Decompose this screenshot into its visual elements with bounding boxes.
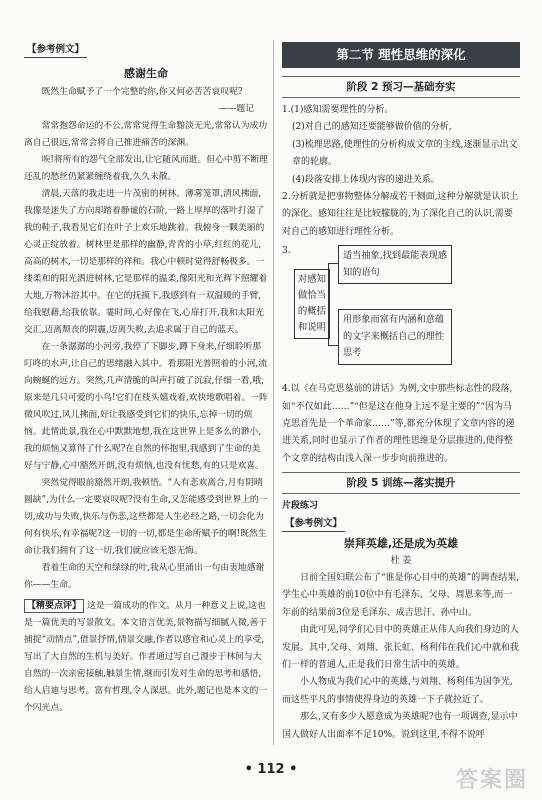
essay-paragraph: 在一条潺潺的小河旁,我停了下脚步,蹲下身来,仔细聆听那叮咚的水声,让自己的思绪融入其中。看那阳光普照着的小河,流向蜿蜒的远方。突然,几声清脆的叫声打破了沉寂,仔细一看,哦,原来是几只可爱的小鸟!它们在枝头嬉戏着,欢快地歌唱着。一阵微风吹过,风儿拂面,好让我感受到它们的快乐,忘掉一切的烦恼。此情此景,我在心中默默地想,我在这世界上是多么的渺小,我的烦恼又算得了什么呢?在自然的怀抱里,我感到了生命的美好与宁静,心中豁然开朗,没有烦恼,也没有忧愁,有的只是欢喜。 bbox=[24, 342, 268, 471]
page-number: • 112 • bbox=[244, 762, 298, 777]
essay-paragraph: 小人物成为我们心中的英雄,与刘翔、杨利伟为国争光,而这些平凡的事情使得身边的英雄一下子就拉近了。 bbox=[282, 677, 513, 705]
diagram-branch-box: 适当抽象,找到最能表现感知的语句 bbox=[338, 245, 452, 284]
essay-paragraph: 唉!将所有的怨气全部发出,让它随风而逝。但心中剪不断理还乱的愁丝仍紧紧缠绕着我,久久未散。 bbox=[24, 155, 268, 182]
reference-essay-tag: 【参考例文】 bbox=[282, 517, 345, 532]
answer-item: 2.分析就是把事物整体分解成若干侧面,这种分解就是认识上的深化。感知往往是比较朦胧的,为了深化自己的认识,需要对自己的感知进行理性分析。 bbox=[282, 192, 519, 237]
comment-block bbox=[24, 598, 268, 717]
essay-paragraph: 常常抱怨命运的不公,常常觉得生命黯淡无光,常常认为成功离自己很远,常常会将自己推进痛苦的深渊。 bbox=[24, 121, 268, 148]
practice-label: 片段练习 bbox=[282, 501, 319, 512]
essay-title: 崇拜英雄,还是成为英雄 bbox=[343, 537, 459, 551]
essay-paragraph: 日前全国妇联公布了“谁是你心目中的英雄”的调查结果,学生心中英雄的前10位中有毛泽东、父母、周恩来等,而一年前的结果前3位是毛泽东、成吉思汗、孙中山。 bbox=[282, 572, 520, 618]
stage-heading: 阶段 5 训练—落实提升 bbox=[282, 472, 520, 494]
right-column bbox=[282, 42, 520, 744]
diagram-connector bbox=[328, 263, 329, 345]
watermark-logo: 答案圈 bbox=[455, 768, 528, 793]
left-column bbox=[24, 42, 268, 726]
diagram-branch-box: 用形象而富有内涵和意蕴的文字来概括自己的理性思考 bbox=[338, 309, 452, 365]
epigraph-signature: ——题记 bbox=[218, 104, 254, 114]
essay-title: 感谢生命 bbox=[124, 67, 168, 80]
essay-paragraph: 由此可见,同学们心目中的英雄正从伟人向我们身边的人发展。其中,父母、刘翔、张长虹、杨利伟在我们心中就和我们一样的普通人,正是我们日常生活中的英雄。 bbox=[282, 625, 519, 670]
answer-item: (4)段落安排上体现内容的递进关系。 bbox=[292, 174, 440, 185]
answer-item: (2)对自己的感知还要能够做价值的分析, bbox=[292, 122, 452, 133]
item-number: 3. bbox=[282, 246, 291, 257]
diagram-connector bbox=[328, 263, 338, 264]
diagram-root-box: 对感知做恰当的概括和说明 bbox=[294, 269, 330, 339]
essay-paragraph: 突然觉得眼前豁然开朗,我顿悟。“人有悲欢离合,月有阴晴圆缺”,为什么一定要哀叹呢?没有生命,又怎能感受到世界上的一切,成功与失败,快乐与伤悲,这些都是人生必经之路,一切会化为何有快乐,有幸福呢?这一切的一切,都是生命所赋予的啊!既然生命让我们拥有了这一切,我们就应该无怨无悔。 bbox=[24, 478, 268, 556]
diagram-connector bbox=[328, 345, 338, 346]
answer-item: (3)梳理思路,使理性的分析构成文章的主线,逐渐显示出文章的轮廓。 bbox=[292, 139, 518, 168]
essay-paragraph: 看着生命的天空和绿绿的叶,我从心里涌出一句由衷地感谢你——生命。 bbox=[24, 563, 265, 590]
answer-item: 1.(1)感知需要理性的分析。 bbox=[282, 105, 394, 115]
essay-paragraph: 那么,又有多少人愿意成为英雄呢?也有一项调查,显示中国人做好人出面率不足10%。说到这里,不得不说呼 bbox=[282, 712, 518, 740]
stage-heading: 阶段 2 预习—基础夯实 bbox=[282, 76, 520, 98]
epigraph: 既然生命赋予了一个完整的你,你又何必苦苦哀叹呢? bbox=[41, 87, 243, 97]
essay-paragraph: 清晨,天落的我走进一片茂密的树林。薄雾笼罩,清风拂面,我像是迷失了方向却踏着静谧的石阶,一路上厚厚的落叶打湿了我的鞋子,我看见它们在叶子上欢乐地跳着。我俯身一颗美丽的心灵正绽放着。树林里是那样的幽静,青青的小草,红红的花儿,高高的树木,一切是那样的祥和。我心中顿时觉得舒畅极多。一缕柔和的阳光洒进树林,它是那样的温柔,像阳光和光辉下照耀着大地,万物沐浴其中。在它的抚摸下,我感到有一双温暖的手臂,给我慰藉,给我依靠。霎时间,心好像在飞,心扉打开,我和太阳光交汇,迈离颓丧的阴霾,迈离失败,去追求属于自己的蓝天。 bbox=[24, 189, 268, 335]
section-title: 第二节 理性思维的深化 bbox=[282, 42, 520, 68]
concept-diagram bbox=[282, 243, 520, 377]
answer-item: 4.以《在马克思墓前的讲话》为例,文中那些标志性的段落,如“不仅如此……”“但是这在他身上远不是主要的”“因为马克思首先是一个革命家……”等,都充分体现了文章内容的递进关系,同时也显示了作者的理性思维是分层推进的,使得整个文章的结构由浅入深一步步向前推进的。 bbox=[282, 384, 515, 464]
comment-text: 这是一篇成功的作文。从月一种意义上说,这也是一篇优美的写景散文。本文语言优美,景物描写细腻入微,善于捕捉“动情点”,借景抒情,情景交融,作者以感官和心灵上的享受,写出了大自然的生机与美好。作者通过写自己漫步于林间与大自然的一次亲密接触,触景生情,继而引发对生命的思考和感悟,给人启迪与思考。富有哲理,令人深思。此外,题记也是本文的一个闪光点。 bbox=[24, 601, 268, 713]
comment-tag: 【精要点评】 bbox=[24, 599, 84, 613]
essay-author: 杜 姜 bbox=[390, 555, 412, 566]
reference-essay-tag: 【参考例文】 bbox=[24, 43, 87, 58]
column-divider bbox=[273, 40, 274, 745]
